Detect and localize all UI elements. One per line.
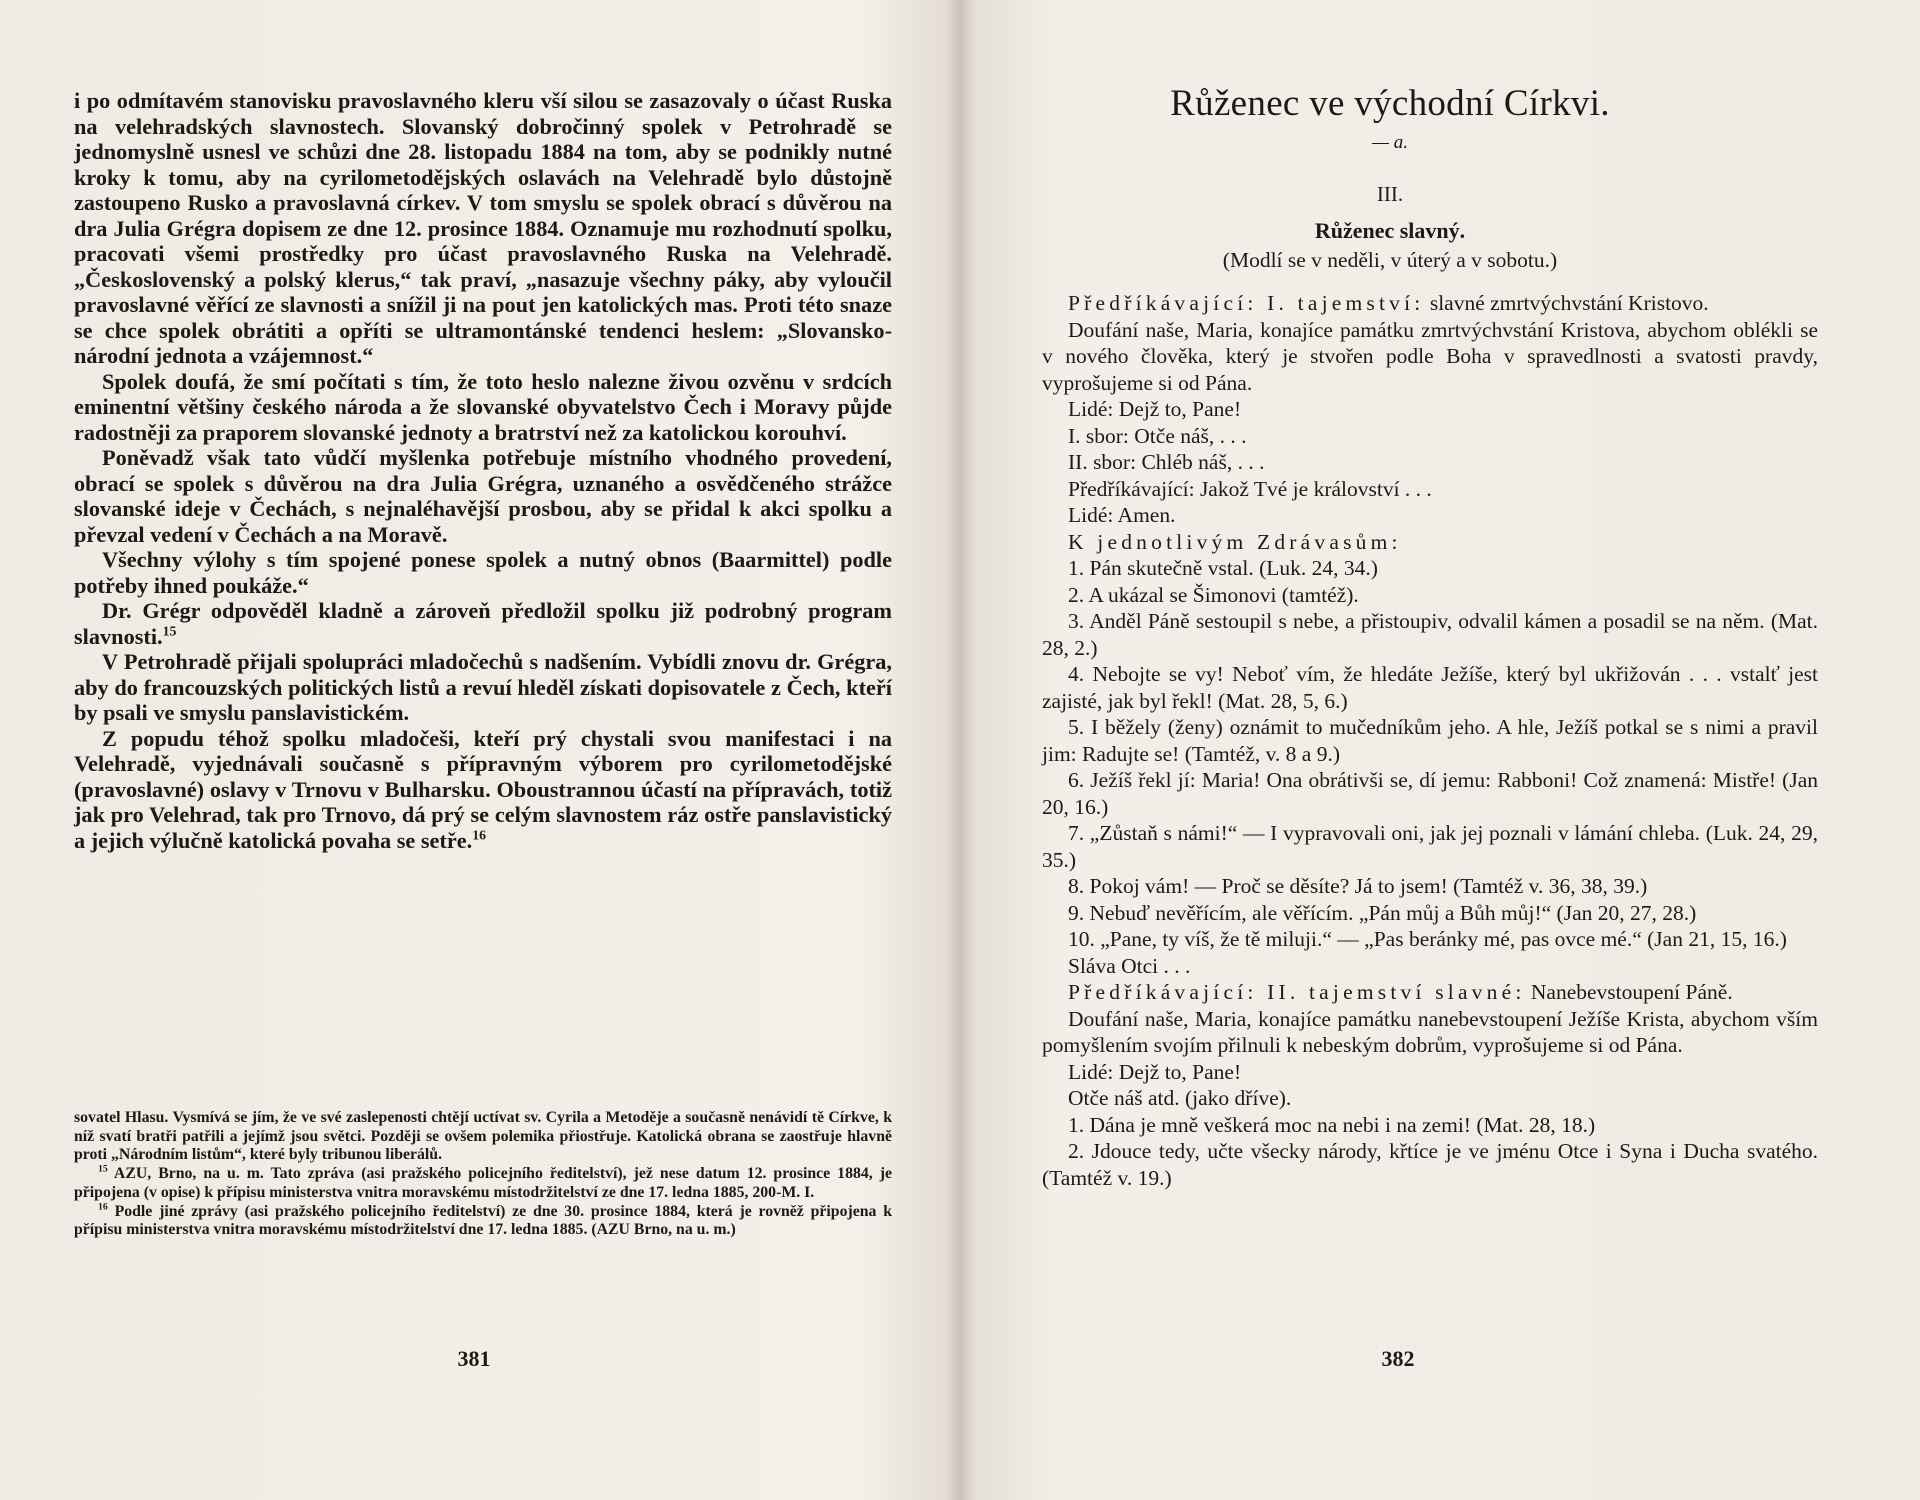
section-subheading: (Modlí se v neděli, v úterý a v sobotu.) xyxy=(1222,248,1558,272)
right-page-body xyxy=(1042,290,1818,1191)
mystery-prayer: Doufání naše, Maria, konajíce památku zmrtvýchvstání Kristova, abychom oblékli se v nového člověka, který je stvořen podle Boha v spravedlnosti a svatosti pravdy, vyprošujeme si od Pána. xyxy=(1042,317,1818,395)
footnote-number: 15 xyxy=(98,1163,108,1175)
mystery-label: Předříkávající: II. tajemství slavné: xyxy=(1068,980,1526,1004)
footnote-number: 16 xyxy=(98,1201,108,1213)
list-item: 5. I běžely (ženy) oznámit to mučedníkům jeho. A hle, Ježíš potkal se s nimi a pravil jim: Radujte se! (Tamtéž, v. 8 a 9.) xyxy=(1042,715,1818,766)
list-item: 2. A ukázal se Šimonovi (tamtéž). xyxy=(1068,582,1359,607)
paragraph-text: Z popudu téhož spolku mladočeši, kteří prý chystali svou manifestaci i na Velehradě, vyjednávali současně s přípravným výborem pro cyrilometodějské (pravoslavné) oslavy v Trnovu v Bulharsku. Oboustrannou účastí na přípravách, totiž jak pro Velehrad, tak pro Trnovo, dá prý se celým slavnostem ráz ostře panslavistický a jejich výlučně katolická povaha se setře. xyxy=(74,725,892,853)
response-line: Lidé: Amen. xyxy=(1068,503,1176,527)
right-page xyxy=(960,0,1920,1500)
mystery-prayer: Doufání naše, Maria, konajíce památku nanebevstoupení Ježíše Krista, abychom vším pomyšlením svojím přilnuli k nebeským dobrům, vyprošujeme si od Pána. xyxy=(1042,1006,1818,1057)
mystery-title: slavné zmrtvýchvstání Kristovo. xyxy=(1429,291,1709,315)
response-line: Otče náš atd. (jako dříve). xyxy=(1068,1086,1292,1110)
list-item: 2. Jdouce tedy, učte všecky národy, křtíce je ve jménu Otce i Syna i Ducha svatého. (Tamtéž v. 19.) xyxy=(1042,1139,1818,1190)
list-item: 4. Nebojte se vy! Neboť vím, že hledáte Ježíše, který byl ukřižován . . . vstalť jest zajisté, jak byl řekl! (Mat. 28, 5, 6.) xyxy=(1042,662,1818,713)
paragraph: Spolek doufá, že smí počítati s tím, že toto heslo nalezne živou ozvěnu v srdcích eminentní většiny českého národa a že slovanské obyvatelstvo Čech i Moravy půjde radostněji za praporem slovanské jednoty a bratrství než za katolickou korouhví. xyxy=(74,368,892,445)
footnote-15 xyxy=(74,1165,892,1202)
list-item: 6. Ježíš řekl jí: Maria! Ona obrátivši se, dí jemu: Rabboni! Což znamená: Mistře! (Jan 20, 16.) xyxy=(1042,768,1818,819)
page-number: 382 xyxy=(1381,1346,1415,1371)
footnote-continued: sovatel Hlasu. Vysmívá se jím, že ve své zaslepenosti chtějí uctívat sv. Cyrila a Metoděje a současně nenávidí tě Církve, k níž svatí bratři patřili a jejímž jsou světci. Později se ovšem polemika přiostřuje. Katolická obrana se zaostřuje hlavně proti „Národním listům“, které byly tribunou liberálů. xyxy=(74,1109,892,1164)
mystery-1-intro xyxy=(1042,290,1818,317)
left-page-body xyxy=(74,88,892,853)
paragraph-with-footnote xyxy=(74,598,892,649)
section-heading: Růženec slavný. xyxy=(1314,218,1466,243)
footnotes xyxy=(74,1109,892,1240)
response-line: Lidé: Dejž to, Pane! xyxy=(1068,1059,1242,1084)
footnote-ref-15[interactable]: 15 xyxy=(162,623,177,639)
part-number: III. xyxy=(1376,182,1404,206)
footnote-text: Podle jiné zprávy (asi pražského policejního ředitelství) ze dne 30. prosince 1884, která je rovněž připojena k přípisu ministerstva vnitra moravskému místodržitelství dne 17. ledna 1885. (AZU Brno, na u. m.) xyxy=(74,1202,892,1239)
list-item: 10. „Pane, ty víš, že tě miluji.“ — „Pas beránky mé, pas ovce mé.“ (Jan 21, 15, 16.) xyxy=(1068,927,1787,951)
list-item: 8. Pokoj vám! — Proč se děsíte? Já to jsem! (Tamtéž v. 36, 38, 39.) xyxy=(1068,874,1648,898)
footnote-16 xyxy=(74,1203,892,1240)
list-item: 1. Pán skutečně vstal. (Luk. 24, 34.) xyxy=(1068,556,1378,580)
paragraph-text: Dr. Grégr odpověděl kladně a zároveň předložil spolku již podrobný program slavnosti. xyxy=(74,598,892,649)
to-each-hail-mary-label: K jednotlivým Zdrávasům: xyxy=(1068,529,1402,554)
mystery-label: Předříkávající: I. tajemství: xyxy=(1068,291,1425,315)
paragraph: V Petrohradě přijali spolupráci mladočechů s nadšením. Vybídli znovu dr. Grégra, aby do francouzských politických listů a revuí hleděl získati dopisovatele z Čech, kteří by psali ve smyslu panslavistickém. xyxy=(74,649,892,725)
response-line: Lidé: Dejž to, Pane! xyxy=(1068,397,1242,421)
list-item: 3. Anděl Páně sestoupil s nebe, a přistoupiv, odvalil kámen a posadil se na něm. (Mat. 28, 2.) xyxy=(1042,609,1818,660)
page-number: 381 xyxy=(457,1346,491,1371)
mystery-2-intro xyxy=(1042,979,1818,1006)
paragraph: i po odmítavém stanovisku pravoslavného kleru vší silou se zasazovaly o účast Ruska na velehradských slavnostech. Slovanský dobročinný spolek v Petrohradě se jednomyslně usnesl ve schůzi dne 28. listopadu 1884 na tom, aby se podnikly nutné kroky k tomu, aby na cyrilometodějských oslavách na Velehradě bylo důstojně zastoupeno Rusko a pravoslavná církev. V tom smyslu se spolek obrací s důvěrou na dra Julia Grégra dopisem ze dne 12. prosince 1884. Oznamuje mu rozhodnutí spolku, pracovati všemi prostředky pro účast pravoslavného Ruska na Velehradě. „Československý a polský klerus,“ tak praví, „nasazuje všechny páky, aby vyloučil pravoslavné věřící ze slavnosti a snížil ji na pout jen katolických mas. Proti této snaze se chce spolek obrátiti a opříti se ultramontánské tendenci heslem: „Slovansko-národní jednota a vzájemnost.“ xyxy=(74,88,892,368)
author-mark: — a. xyxy=(1372,132,1408,153)
chapter-title: Růženec ve východní Církvi. xyxy=(1170,83,1610,124)
response-line: Předříkávající: Jakož Tvé je království . . . xyxy=(1068,476,1432,501)
paragraph-with-footnote xyxy=(74,726,892,854)
response-line: I. sbor: Otče náš, . . . xyxy=(1068,423,1247,448)
list-item: 7. „Zůstaň s námi!“ — I vypravovali oni, jak jej poznali v lámání chleba. (Luk. 24, 29, 35.) xyxy=(1042,821,1818,872)
footnote-ref-16[interactable]: 16 xyxy=(472,827,487,843)
paragraph: Poněvadž však tato vůdčí myšlenka potřebuje místního vhodného provedení, obrací se spolek s důvěrou na dra Julia Grégra, uznaného a osvědčeného strážce slovanské ideje v Čechách, s nejnaléhavější prosbou, aby se přidal k akci spolku a převzal vedení v Čechách a na Moravě. xyxy=(74,445,892,547)
response-line: II. sbor: Chléb náš, . . . xyxy=(1068,450,1265,474)
list-item: 9. Nebuď nevěřícím, ale věřícím. „Pán můj a Bůh můj!“ (Jan 20, 27, 28.) xyxy=(1068,900,1697,925)
paragraph: Všechny výlohy s tím spojené ponese spolek a nutný obnos (Baarmittel) podle potřeby ihned poukáže.“ xyxy=(74,547,892,598)
footnote-text: AZU, Brno, na u. m. Tato zpráva (asi pražského policejního ředitelství), jež nese datum 12. prosince 1884, je připojena (v opise) k přípisu ministerstva vnitra moravskému místodržitelství ze dne 17. ledna 1885, 200-M. I. xyxy=(74,1165,892,1201)
list-item: 1. Dána je mně veškerá moc na nebi i na zemi! (Mat. 28, 18.) xyxy=(1068,1112,1596,1137)
list-item: Sláva Otci . . . xyxy=(1068,953,1191,978)
mystery-title: Nanebevstoupení Páně. xyxy=(1530,980,1733,1004)
